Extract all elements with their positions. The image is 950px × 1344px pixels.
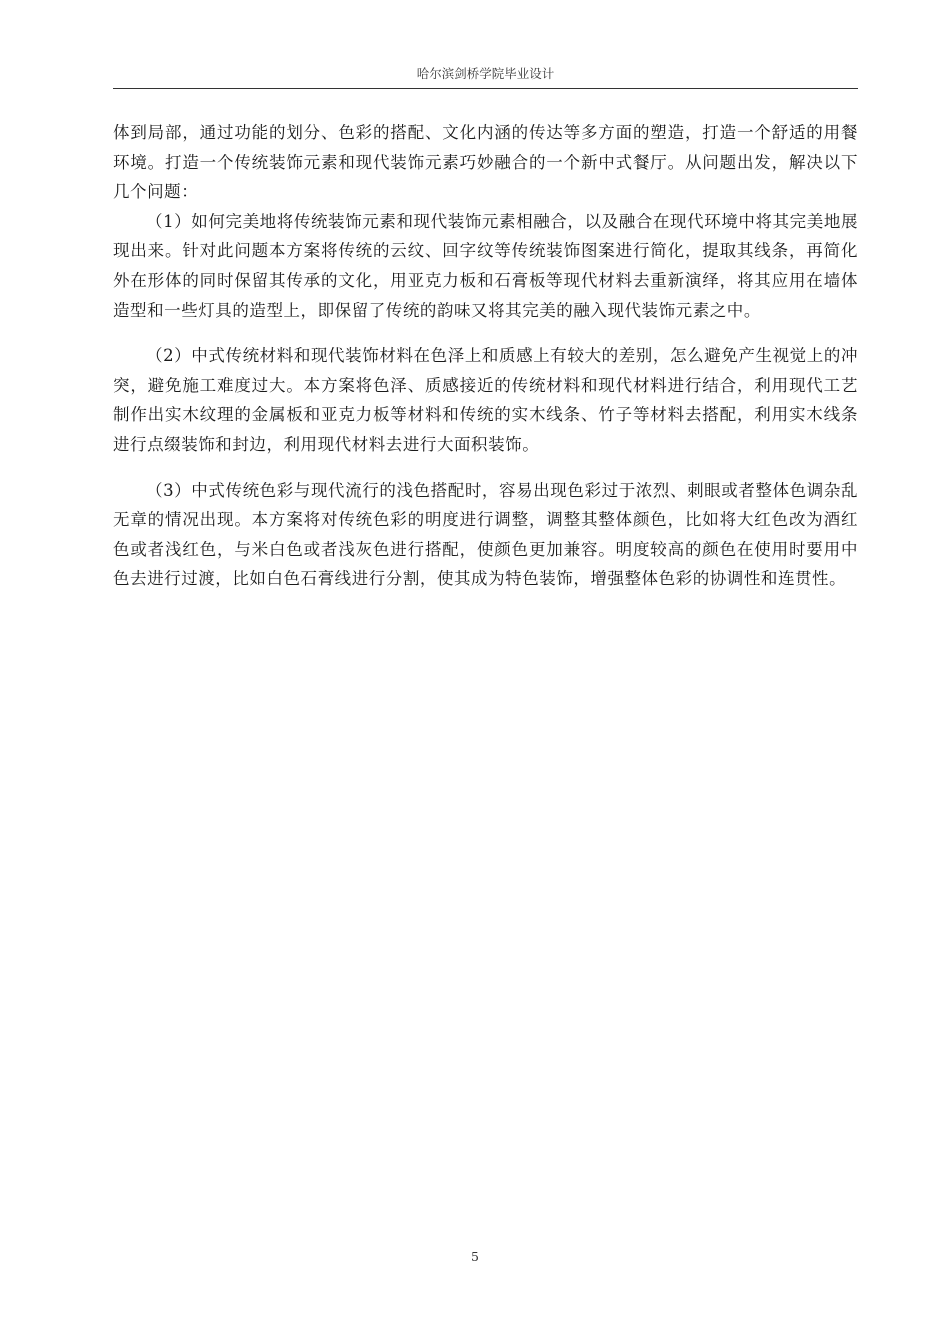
page-header [113,64,858,88]
page-number: 5 [471,1249,479,1264]
paragraph-item-1: （1）如何完美地将传统装饰元素和现代装饰元素相融合，以及融合在现代环境中将其完美地展现出来。针对此问题本方案将传统的云纹、回字纹等传统装饰图案进行简化，提取其线条，再简化外在形体的同时保留其传承的文化，用亚克力板和石膏板等现代材料去重新演绎，将其应用在墙体造型和一些灯具的造型上，即保留了传统的韵味又将其完美的融入现代装饰元素之中。 [113,211,858,320]
header-divider [113,88,858,89]
header-title: 哈尔滨剑桥学院毕业设计 [416,66,555,81]
intro-paragraph: 体到局部，通过功能的划分、色彩的搭配、文化内涵的传达等多方面的塑造，打造一个舒适的用餐环境。打造一个传统装饰元素和现代装饰元素巧妙融合的一个新中式餐厅。从问题出发，解决以下几个问题： [113,123,858,202]
paragraph-item-3: （3）中式传统色彩与现代流行的浅色搭配时，容易出现色彩过于浓烈、刺眼或者整体色调杂乱无章的情况出现。本方案将对传统色彩的明度进行调整，调整其整体颜色，比如将大红色改为酒红色或者浅红色，与米白色或者浅灰色进行搭配，使颜色更加兼容。明度较高的颜色在使用时要用中色去进行过渡，比如白色石膏线进行分割，使其成为特色装饰，增强整体色彩的协调性和连贯性。 [113,480,858,589]
paragraph-item-2: （2）中式传统材料和现代装饰材料在色泽上和质感上有较大的差别，怎么避免产生视觉上的冲突，避免施工难度过大。本方案将色泽、质感接近的传统材料和现代材料进行结合，利用现代工艺制作出实木纹理的金属板和亚克力板等材料和传统的实木线条、竹子等材料去搭配，利用实木线条进行点缀装饰和封边，利用现代材料去进行大面积装饰。 [113,346,858,454]
document-body [113,118,858,594]
